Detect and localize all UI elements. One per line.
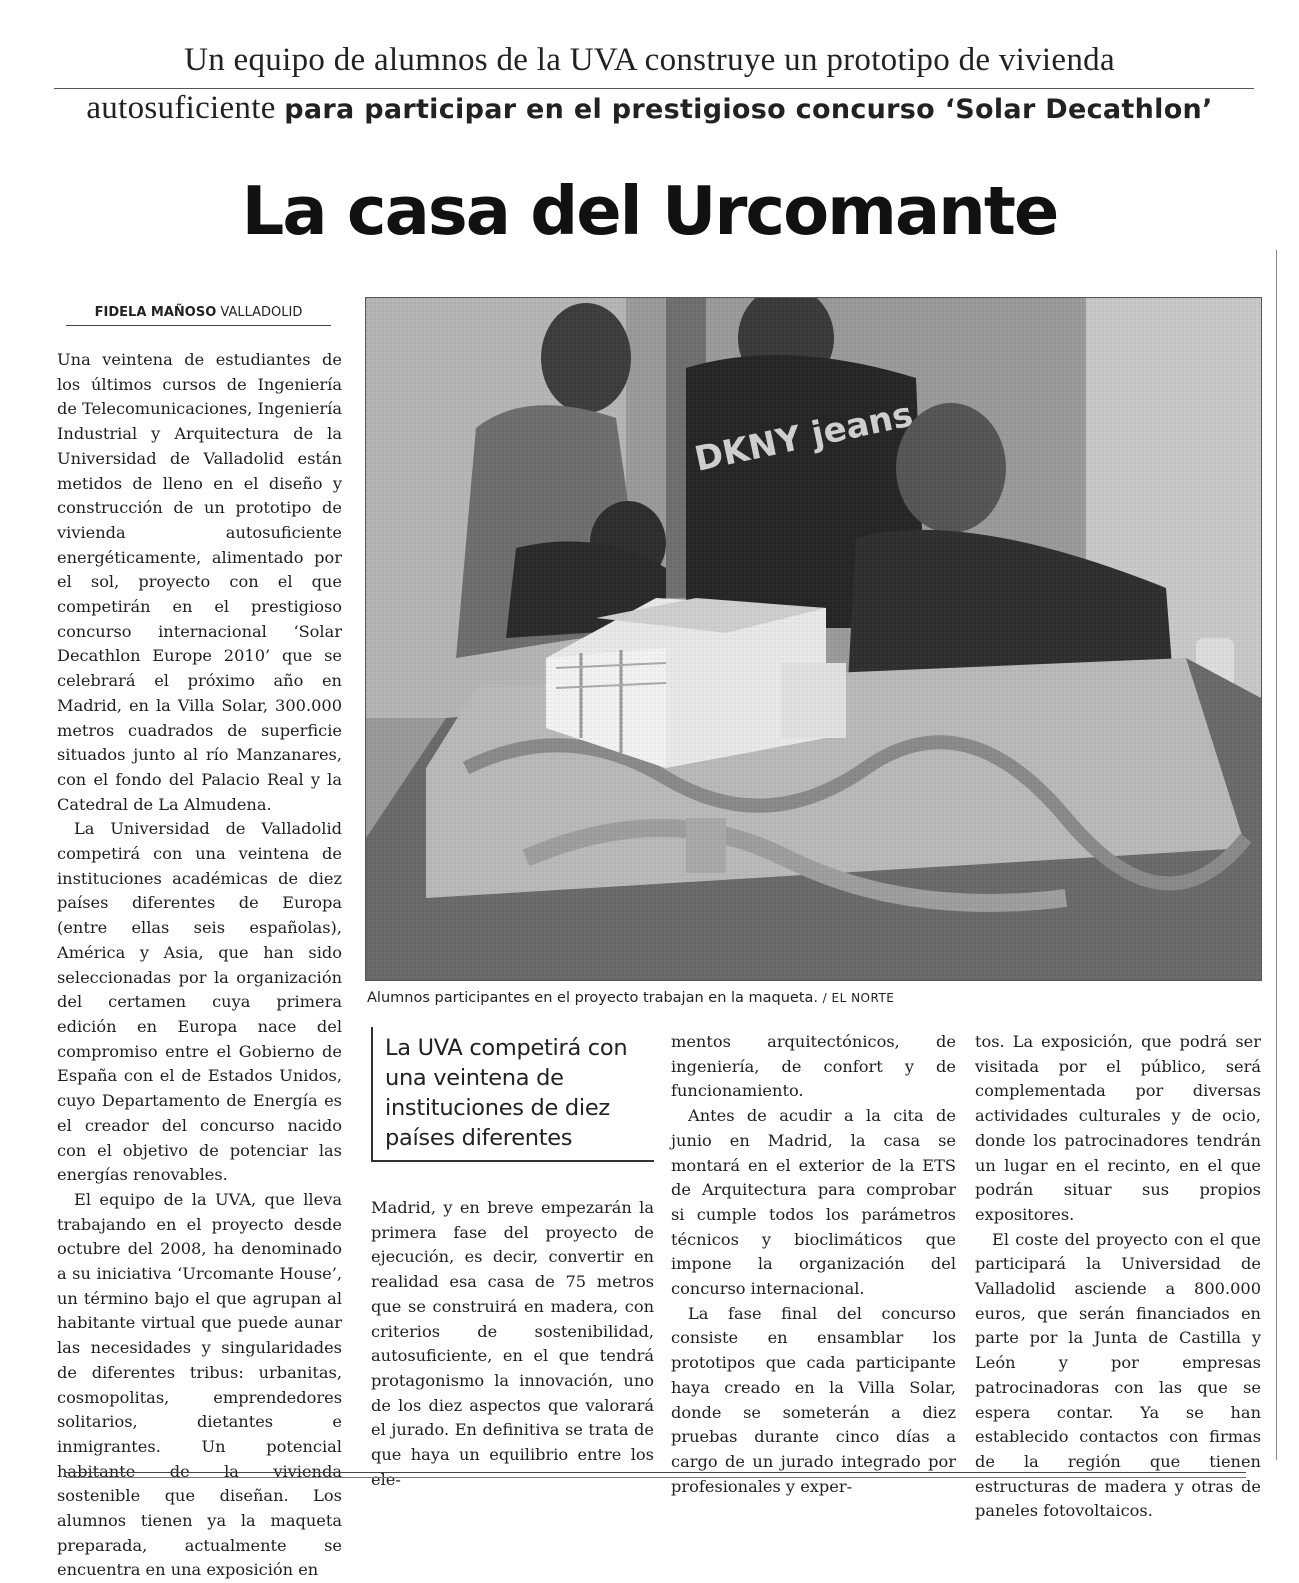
byline bbox=[66, 305, 331, 326]
body-paragraph: La Universidad de Valladolid competirá con una veintena de instituciones académicas de diez países diferentes de Europa (entre ellas seis españolas), América y Asia, que han sido seleccionadas por la organización del certamen cuya primera edición en Europa nace del compromiso entre el Gobierno de España con el de Estados Unidos, cuyo Departamento de Energía es el creador del concurso nacido con el objetivo de potenciar las energías renovables. bbox=[57, 819, 342, 1185]
byline-location: VALLADOLID bbox=[220, 305, 303, 320]
body-column-4 bbox=[975, 1030, 1261, 1524]
body-column-1 bbox=[57, 348, 342, 1583]
photo-illustration bbox=[366, 298, 1261, 980]
headline: La casa del Urcomante bbox=[241, 172, 1058, 250]
photo-credit: / EL NORTE bbox=[822, 991, 895, 1005]
kicker-line-2-bold: para participar en el prestigioso concurso ‘Solar Decathlon’ bbox=[284, 94, 1213, 125]
article-photo bbox=[365, 297, 1262, 981]
body-paragraph: El coste del proyecto con el que participará la Universidad de Valladolid asciende a 800.000 euros, que serán financiados en parte por la Junta de Castilla y León y por empresas patrocinadoras con las que se espera contar. Ya se han establecido contactos con firmas de la región que tienen estructuras de madera y otras de paneles fotovoltaicos. bbox=[975, 1229, 1261, 1521]
pull-quote: La UVA competirá con una veintena de instituciones de diez países diferentes bbox=[371, 1027, 654, 1162]
page-edge-rule bbox=[1276, 250, 1277, 1460]
body-paragraph: Madrid, y en breve empezarán la primera fase del proyecto de ejecución, es decir, convertir en realidad esa casa de 75 metros que se construirá en madera, con criterios de sostenibilidad, autosuficiente, en el que tendrá protagonismo la innovación, uno de los diez aspectos que valorará el jurado. En definitiva se trata de que haya un equilibrio entre los ele- bbox=[371, 1198, 654, 1489]
body-paragraph: Una veintena de estudiantes de los últimos cursos de Ingeniería de Telecomunicaciones, Ingeniería Industrial y Arquitectura de la Universidad de Valladolid están metidos de lleno en el diseño y construcción de un prototipo de vivienda autosuficiente energéticamente, alimentado por el sol, proyecto con el que competirán en el prestigioso concurso internacional ‘Solar Decathlon Europe 2010’ que se celebrará el próximo año en Madrid, en la Villa Solar, 300.000 metros cuadrados de superficie situados junto al río Manzanares, con el fondo del Palacio Real y la Catedral de La Almudena. bbox=[57, 350, 342, 814]
footer-rule bbox=[66, 1472, 1246, 1473]
body-column-2 bbox=[371, 1196, 654, 1492]
body-paragraph: Antes de acudir a la cita de junio en Madrid, la casa se montará en el exterior de la ETS de Arquitectura para comprobar si cumple todos los parámetros técnicos y bioclimáticos que impone la organización del concurso internacional. bbox=[671, 1106, 956, 1299]
body-column-3 bbox=[671, 1030, 956, 1499]
body-paragraph: tos. La exposición, que podrá ser visitada por el público, será complementada por diversas actividades culturales y de ocio, donde los patrocinadores tendrán un lugar en el recinto, en el que podrán situar sus propios expositores. bbox=[975, 1032, 1261, 1224]
body-paragraph: mentos arquitectónicos, de ingeniería, de confort y de funcionamiento. bbox=[671, 1032, 956, 1101]
kicker-line-2 bbox=[0, 90, 1299, 127]
kicker-line-1: Un equipo de alumnos de la UVA construye un prototipo de vivienda bbox=[184, 42, 1115, 78]
footer-rule bbox=[66, 1477, 1246, 1478]
body-paragraph: La fase final del concurso consiste en ensamblar los prototipos que cada participante haya creado en la Villa Solar, donde se someterán a diez pruebas durante cinco días a cargo de un jurado integrado por profesionales y exper- bbox=[671, 1303, 956, 1496]
byline-author: FIDELA MAÑOSO bbox=[94, 305, 217, 320]
kicker-divider bbox=[54, 88, 1254, 89]
caption-text: Alumnos participantes en el proyecto trabajan en la maqueta. bbox=[367, 990, 819, 1006]
body-paragraph: El equipo de la UVA, que lleva trabajando en el proyecto desde octubre del 2008, ha denominado a su iniciativa ‘Urcomante House’, un término bajo el que agrupan al habitante virtual que puede aunar las necesidades y singularidades de diferentes tribus: urbanitas, cosmopolitas, emprendedores solitarios, dietantes e inmigrantes. Un potencial habitante de la vivienda sostenible que diseñan. Los alumnos tienen ya la maqueta preparada, actualmente se encuentra en una exposición en bbox=[57, 1189, 342, 1580]
photo-caption bbox=[367, 990, 1257, 1006]
kicker-line-2-regular: autosuficiente bbox=[86, 90, 276, 126]
